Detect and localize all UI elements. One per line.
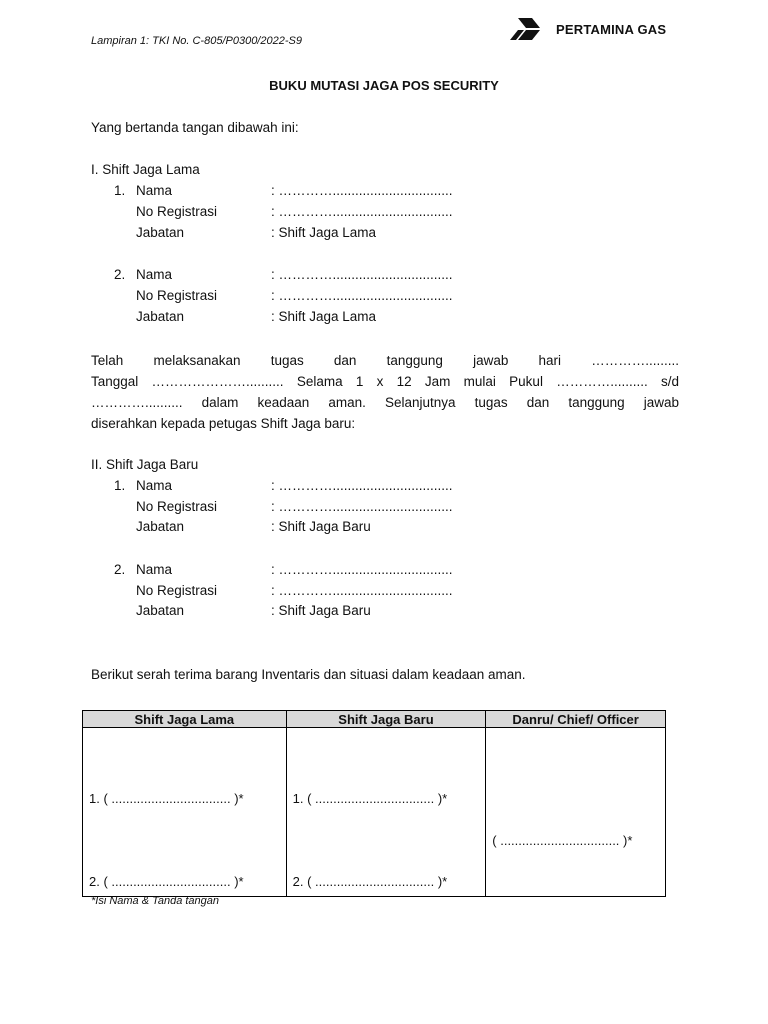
header-shift-lama: Shift Jaga Lama xyxy=(83,711,287,728)
page-title: BUKU MUTASI JAGA POS SECURITY xyxy=(269,78,499,93)
cell-shift-lama xyxy=(83,728,287,897)
signature-line-lama-1: 1. ( ................................. )* xyxy=(89,791,244,806)
section2-entry1-name-value: : …………................................ xyxy=(271,478,453,493)
section2-entry2-name-label: Nama xyxy=(136,562,173,577)
word: mulai xyxy=(463,374,496,389)
section1-entry1-reg-label: No Registrasi xyxy=(136,204,218,219)
table-row xyxy=(83,728,666,897)
section1-entry2-pos-value: : Shift Jaga Lama xyxy=(271,309,377,324)
word: Telah xyxy=(91,353,124,368)
word: Selama xyxy=(296,374,343,389)
word: ………………….......... xyxy=(151,374,284,389)
section2-entry1-number: 1. xyxy=(114,478,126,493)
section1-entry1-pos-label: Jabatan xyxy=(136,225,185,240)
word: 1 xyxy=(355,374,364,389)
handover-statement: Berikut serah terima barang Inventaris dan situasi dalam keadaan aman. xyxy=(91,667,526,682)
section2-entry1-pos-value: : Shift Jaga Baru xyxy=(271,519,371,534)
word: ………….......... xyxy=(556,374,648,389)
word: keadaan xyxy=(257,395,310,410)
section1-entry1-name-label: Nama xyxy=(136,183,173,198)
signature-line-lama-2: 2. ( ................................. )* xyxy=(89,874,244,889)
cell-shift-baru xyxy=(286,728,486,897)
header-danru: Danru/ Chief/ Officer xyxy=(486,711,666,728)
word: 12 xyxy=(396,374,412,389)
word: aman. xyxy=(328,395,366,410)
paragraph-line2 xyxy=(91,371,679,392)
word: tanggung xyxy=(568,395,625,410)
section2-entry1-name-label: Nama xyxy=(136,478,173,493)
section2-entry2-reg-label: No Registrasi xyxy=(136,583,218,598)
section1-entry2-number: 2. xyxy=(114,267,126,282)
section2-entry2-name-value: : …………................................ xyxy=(271,562,453,577)
paragraph-line3 xyxy=(91,392,679,413)
signature-line-baru-2: 2. ( ................................. )* xyxy=(292,874,448,889)
word: Pukul xyxy=(509,374,543,389)
section1-heading: I. Shift Jaga Lama xyxy=(91,162,200,177)
section2-entry1-reg-value: : …………................................ xyxy=(271,499,453,514)
word: s/d xyxy=(660,374,679,389)
word: ………….......... xyxy=(91,395,183,410)
section2-entry2-pos-label: Jabatan xyxy=(136,603,185,618)
cell-danru xyxy=(486,728,666,897)
section1-entry2-reg-label: No Registrasi xyxy=(136,288,218,303)
signature-table xyxy=(82,710,666,897)
handover-paragraph xyxy=(91,350,679,434)
section2-entry1-reg-label: No Registrasi xyxy=(136,499,218,514)
word: jawab xyxy=(643,395,679,410)
intro-text: Yang bertanda tangan dibawah ini: xyxy=(91,120,299,135)
word: Jam xyxy=(424,374,451,389)
section1-entry2-name-value: : …………................................ xyxy=(271,267,453,282)
table-header-row xyxy=(83,711,666,728)
section2-entry2-reg-value: : …………................................ xyxy=(271,583,453,598)
header-shift-baru: Shift Jaga Baru xyxy=(286,711,486,728)
word: melaksanakan xyxy=(153,353,241,368)
pertamina-logo-icon xyxy=(510,18,550,40)
section1-entry1-number: 1. xyxy=(114,183,126,198)
signature-line-danru: ( ................................. )* xyxy=(492,833,633,848)
signature-line-baru-1: 1. ( ................................. )* xyxy=(292,791,448,806)
section2-heading: II. Shift Jaga Baru xyxy=(91,457,199,472)
section1-entry2-reg-value: : …………................................ xyxy=(271,288,453,303)
word: dan xyxy=(333,353,357,368)
word: Selanjutnya xyxy=(384,395,456,410)
footnote: *Isi Nama & Tanda tangan xyxy=(91,895,220,907)
word: tugas xyxy=(474,395,508,410)
section2-entry2-pos-value: : Shift Jaga Baru xyxy=(271,603,371,618)
word: Tanggal xyxy=(91,374,139,389)
section1-entry1-reg-value: : …………................................ xyxy=(271,204,453,219)
word: tugas xyxy=(270,353,304,368)
word: tanggung xyxy=(386,353,443,368)
document-reference: Lampiran 1: TKI No. C-805/P0300/2022-S9 xyxy=(91,35,302,47)
section1-entry1-pos-value: : Shift Jaga Lama xyxy=(271,225,377,240)
word: hari xyxy=(538,353,562,368)
word: x xyxy=(376,374,384,389)
word: dan xyxy=(526,395,550,410)
paragraph-line4: diserahkan kepada petugas Shift Jaga baru: xyxy=(91,416,356,431)
word: dalam xyxy=(201,395,239,410)
logo-text: PERTAMINA GAS xyxy=(556,21,667,37)
section2-entry1-pos-label: Jabatan xyxy=(136,519,185,534)
section2-entry2-number: 2. xyxy=(114,562,126,577)
section1-entry2-pos-label: Jabatan xyxy=(136,309,185,324)
word: …………......... xyxy=(591,353,679,368)
word: jawab xyxy=(473,353,509,368)
section1-entry2-name-label: Nama xyxy=(136,267,173,282)
company-logo xyxy=(510,18,666,40)
section1-entry1-name-value: : …………................................ xyxy=(271,183,453,198)
paragraph-line1 xyxy=(91,350,679,371)
